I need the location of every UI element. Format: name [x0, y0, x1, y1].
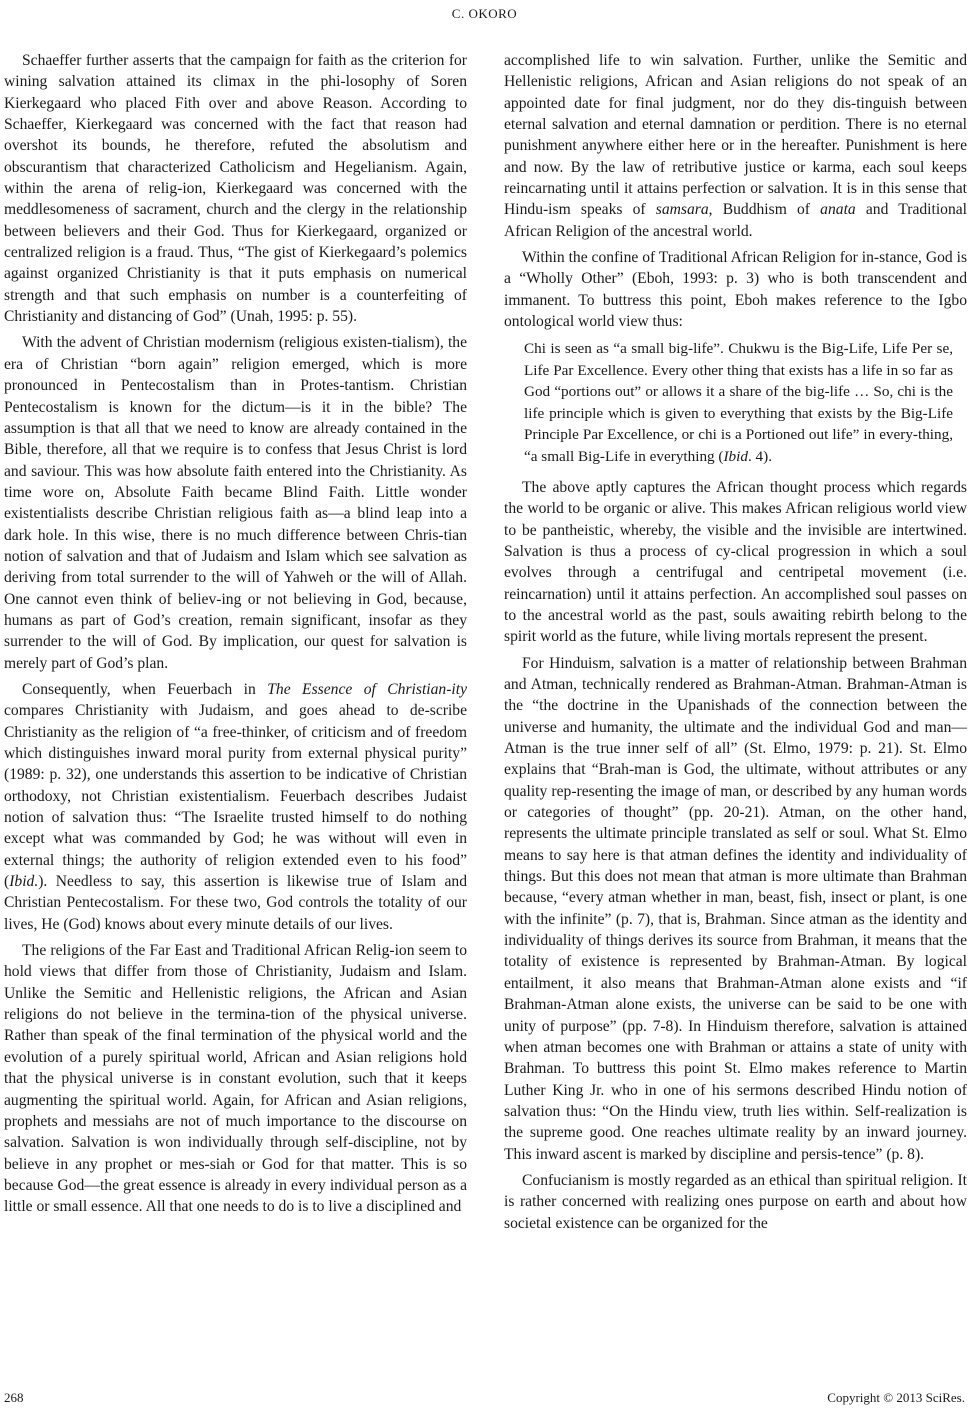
paragraph	[504, 247, 967, 332]
paragraph	[504, 50, 967, 242]
page-number: 268	[4, 1390, 24, 1405]
copyright-notice: Copyright © 2013 SciRes.	[827, 1390, 965, 1405]
paragraph	[4, 679, 467, 935]
left-column	[4, 50, 467, 1223]
paragraph	[4, 50, 467, 327]
text-run: and Traditional African Religion of the ancestral world.	[504, 201, 968, 240]
text-run: accomplished life to win salvation. Further, unlike the Semitic and Hellenistic religions, African and Asian religions do not speak of an appointed date for final judgment, nor do they dis-tinguish between eternal salvation and eternal damnation or perdition. There is no eternal punishment anywhere either here or in the hereafter. Punishment is here and now. By the law of retributive justice or karma, each soul keeps reincarnating until it attains perfection or salvation. It is in this sense that Hindu-ism speaks of	[504, 52, 967, 219]
italic-text: samsara	[655, 201, 709, 219]
text-run: Within the confine of Traditional African Religion for in-stance, God is a “Wholly Other” (Eboh, 1993: p. 3) who is both transcendent and immanent. To buttress this point, Eboh makes reference to the Igbo ontological world view thus:	[504, 249, 968, 331]
paragraph	[504, 477, 967, 648]
text-run: ). Needless to say, this assertion is likewise true of Islam and Christian Pentecostalism. For these two, God controls the totality of our lives, He (God) knows about every minute details of our lives.	[4, 873, 467, 933]
paragraph	[4, 940, 467, 1217]
text-run: Confucianism is mostly regarded as an ethical than spiritual religion. It is rather concerned with realizing ones purpose on earth and about how societal existence can be organized for the	[504, 1171, 967, 1232]
text-run: , Buddhism of	[708, 201, 821, 219]
italic-text: anata	[820, 201, 856, 219]
text-run: The religions of the Far East and Traditional African Relig-ion seem to hold views that differ from those of Christianity, Judaism and Islam. Unlike the Semitic and Hellenistic religions, the African and Asian religions do not believe in the termina-tion of the physical universe. Rather than speak of the final termination of the physical world and the evolution of a purely spiritual world, African and Asian religions hold that the physical universe is in constant evolution, such that it keeps augmenting the spiritual world. Again, for African and Asian religions, prophets and messiahs are not of much importance to the discourse on salvation. Salvation is won individually through self-discipline, not by believe in any prophet or mes-siah or God for that matter. This is so because God—the great essence is already in every individual person as a little or small essence. All that one needs to do is to live a disciplined and	[4, 942, 467, 1216]
text-run: Chi is seen as “a small big-life”. Chukwu is the Big-Life, Life Per se, Life Par Excellence. Every other thing that exists has a life in so far as God “portions out” or allows it a share of the big-life … So, chi is the life principle which is given to everything that exists by the Big-Life Principle Par Excellence, or chi is a Portioned out life” in every-thing, “a small Big-Life in everything (	[524, 340, 953, 465]
text-run: Consequently, when Feuerbach in	[22, 680, 268, 698]
text-run: The above aptly captures the African thought process which regards the world to be organic or alive. This makes African religious world view to be pantheistic, whereby, the visible and the invisible are intertwined. Salvation is thus a process of cy-clical progression in which a soul evolves through a centrifugal and centripetal movement (i.e. reincarnation) until it attains perfection. An accomplished soul passes on to the ancestral world as the past, souls awaiting rebirth belong to the spirit world as the future, while living mortals represent the present.	[504, 478, 967, 646]
text-run: . 4).	[747, 447, 772, 465]
paragraph	[4, 332, 467, 674]
text-run: compares Christianity with Judaism, and goes ahead to de-scribe Christianity as the religion of “a free-thinker, of criticism and of freedom which distinguishes inward moral purity from external physical purity” (1989: p. 32), one understands this assertion to be indicative of Christian orthodoxy, not Christian existentialism. Feuerbach describes Judaist notion of salvation thus: “The Israelite trusted himself to do nothing except what was commanded by God; he was without will even in external things; the authority of religion extended even to his food” (	[4, 702, 467, 891]
block-quote	[524, 338, 953, 466]
text-run: With the advent of Christian modernism (religious existen-tialism), the era of Christian “born again” religion emerged, which is more pronounced in Pentecostalism than in Protes-tantism. Christian Pentecostalism is known for the dictum—is it in the bible? The assumption is that all that we need to know are already contained in the Bible, therefore, all that we require is to confess that Jesus Christ is lord and saviour. This was how absolute faith entered into the Christianity. As time wore on, Absolute Faith became Blind Faith. Little wonder existentialists describe Christian religious faith as—a blind leap into a dark hole. In this wise, there is no much difference between Chris-tian notion of salvation and that of Judaism and Islam which see salvation as deriving from total surrender to the will of Yahweh or the will of Allah. One cannot even think of believ-ing or not believing in God, because, humans as part of God’s creation, remain significant, insofar as they surrender to the will of God. By implication, our quest for salvation is merely part of God’s plan.	[4, 334, 467, 672]
text-run: For Hinduism, salvation is a matter of relationship between Brahman and Atman, technically rendered as Brahman-Atman. Brahman-Atman is the “the doctrine in the Upanishads of the connection between the universe and humanity, the ultimate and the individual God and man—Atman is the true inner self of all” (St. Elmo, 1979: p. 21). St. Elmo explains that “Brah-man is God, the ultimate, without attributes or any quality rep-resenting the image of man, or described by any human words or categories of thought” (pp. 20-21). Atman, on the other hand, represents the ultimate principle translated as self or soul. What St. Elmo means to say here is that atman defines the identity and individuality of things. But this does not mean that atman is more ultimate than Brahman because, “every atman whether in man, beast, fish, insect or plant, is one with the infinite” (p. 7), that is, Brahman. Since atman as the identity and individuality of things derives its source from Brahman, it means that the totality of existence is represented by Brahman-Atman. By logical entailment, it also means that Brahman-Atman alone exists and “if Brahman-Atman alone exists, the universe can be said to be one with unity of purpose” (pp. 7-8). In Hinduism therefore, salvation is attained when atman becomes one with Brahman or attains a state of unity with Brahman. To buttress this point St. Elmo makes reference to Martin Luther King Jr. who in one of his sermons described Hindu notion of salvation thus: “On the Hindu view, truth lies within. Self-realization is the supreme good. One reaches ultimate reality by an inward journey. This inward ascent is marked by discipline and persis-tence” (p. 8).	[504, 654, 967, 1163]
italic-text: Ibid	[723, 447, 748, 465]
text-run: Schaeffer further asserts that the campaign for faith as the criterion for wining salvation attained its climax in the phi-losophy of Soren Kierkegaard who placed Fith over and above Reason. According to Schaeffer, Kierkegaard was concerned with the fact that reason had overshot its bounds, he therefore, refuted the absolutism and obscurantism that characterized Catholicism and Hegelianism. Again, within the arena of relig-ion, Kierkegaard was concerned with the meddlesomeness of sacrament, church and the clergy in the relationship between believers and their God. Thus for Kierkegaard, organized or centralized religion is a fraud. Thus, “The gist of Kierkegaard’s polemics against organized Christianity is that it puts emphasis on numerical strength and that such emphasis on number is a counterfeiting of Christianity and distancing of God” (Unah, 1995: p. 55).	[4, 52, 467, 326]
italic-text: The Essence of Christian-ity	[267, 680, 467, 698]
right-column	[504, 50, 967, 1239]
running-head: C. OKORO	[451, 6, 518, 21]
paragraph	[504, 1170, 967, 1234]
paragraph	[504, 653, 967, 1165]
italic-text: Ibid.	[9, 873, 39, 891]
